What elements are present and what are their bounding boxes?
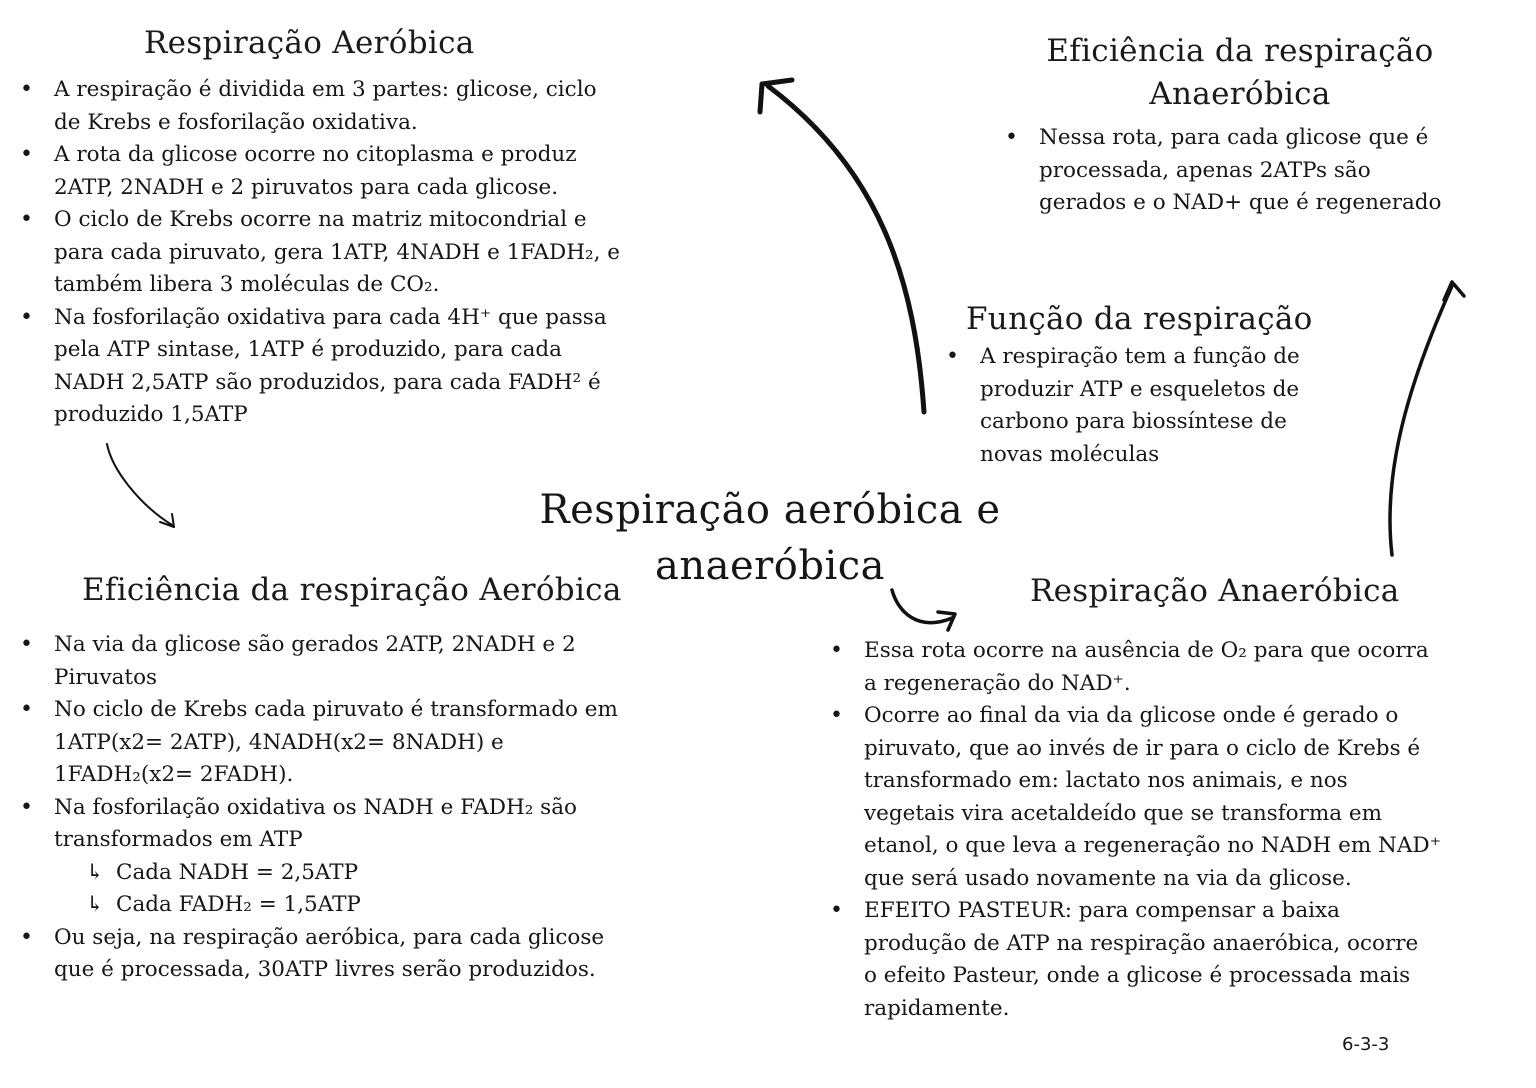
list-item: • Na fosforilação oxidativa para cada 4H⁺ que passa pela ATP sintase, 1ATP é produzido, para cada NADH 2,5ATP são produzidos, para cada FADH² é produzido 1,5ATP: [20, 302, 720, 432]
arrow-to-anaerobic-efficiency: [1390, 286, 1452, 555]
center-title: Respiração aeróbica e anaeróbica: [539, 487, 1001, 589]
arrow-to-anaerobic-efficiency-head: [1444, 282, 1464, 300]
list-item: • Na fosforilação oxidativa os NADH e FADH₂ são transformados em ATP: [20, 792, 740, 857]
list-item: • Na via da glicose são gerados 2ATP, 2NADH e 2 Piruvatos: [20, 629, 740, 694]
aerobic-efficiency-list: [20, 629, 740, 987]
sub-item-fadh: ↳ Cada FADH₂ = 1,5ATP: [20, 889, 740, 922]
list-item: • O ciclo de Krebs ocorre na matriz mitocondrial e para cada piruvato, gera 1ATP, 4NADH e 1FADH₂, e também libera 3 moléculas de CO₂.: [20, 204, 720, 302]
arrow-to-aerobic-efficiency: [107, 444, 172, 525]
list-item: • No ciclo de Krebs cada piruvato é transformado em 1ATP(x2= 2ATP), 4NADH(x2= 8NADH) e 1FADH₂(x2= 2FADH).: [20, 694, 740, 792]
list-item: • Ou seja, na respiração aeróbica, para cada glicose que é processada, 30ATP livres serão produzidos.: [20, 922, 740, 987]
arrow-to-aerobic: [768, 86, 924, 412]
sub-arrow-icon: ↳: [86, 859, 105, 885]
anaerobic-list: [830, 635, 1530, 1025]
sub-arrow-icon: ↳: [86, 892, 105, 917]
list-item: • A rota da glicose ocorre no citoplasma e produz 2ATP, 2NADH e 2 piruvatos para cada glicose.: [20, 139, 720, 204]
list-item: • A respiração é dividida em 3 partes: glicose, ciclo de Krebs e fosforilação oxidativa.: [20, 74, 720, 139]
list-item: • Ocorre ao final da via da glicose onde é gerado o piruvato, que ao invés de ir para o ciclo de Krebs é transformado em: lactato nos animais, e nos vegetais vira acetaldeído que se transforma em etanol, o que leva a regeneração no NADH em NAD⁺ que será usado novamente na via da glicose.: [830, 700, 1530, 895]
aerobic-efficiency-section: [20, 569, 740, 987]
aerobic-list: [20, 74, 720, 432]
list-item: • EFEITO PASTEUR: para compensar a baixa produção de ATP na respiração anaeróbica, ocorre o efeito Pasteur, onde a glicose é processada mais rapidamente.: [830, 895, 1530, 1025]
aerobic-efficiency-title: Eficiência da respiração Aeróbica: [82, 572, 622, 608]
list-item: • Nessa rota, para cada glicose que é processada, apenas 2ATPs são gerados e o NAD+ que é regenerado: [1005, 122, 1505, 220]
function-list: [946, 341, 1366, 471]
anaerobic-title: Respiração Anaeróbica: [1030, 573, 1400, 609]
anaerobic-efficiency-list: [1005, 122, 1505, 220]
function-title: Função da respiração: [966, 301, 1313, 337]
function-section: [946, 298, 1366, 471]
page-number: 6-3-3: [1342, 1034, 1390, 1055]
arrow-to-aerobic-head: [760, 80, 792, 112]
aerobic-title: Respiração Aeróbica: [144, 25, 475, 61]
sub-item-nadh: ↳ Cada NADH = 2,5ATP: [20, 857, 740, 890]
aerobic-section: [20, 22, 720, 432]
anaerobic-efficiency-title: Eficiência da respiração Anaeróbica: [1046, 33, 1434, 112]
anaerobic-efficiency-section: [1005, 30, 1505, 220]
list-item: • A respiração tem a função de produzir ATP e esqueletos de carbono para biossíntese de novas moléculas: [946, 341, 1366, 471]
anaerobic-section: [830, 570, 1530, 1025]
list-item: • Essa rota ocorre na ausência de O₂ para que ocorra a regeneração do NAD⁺.: [830, 635, 1530, 700]
